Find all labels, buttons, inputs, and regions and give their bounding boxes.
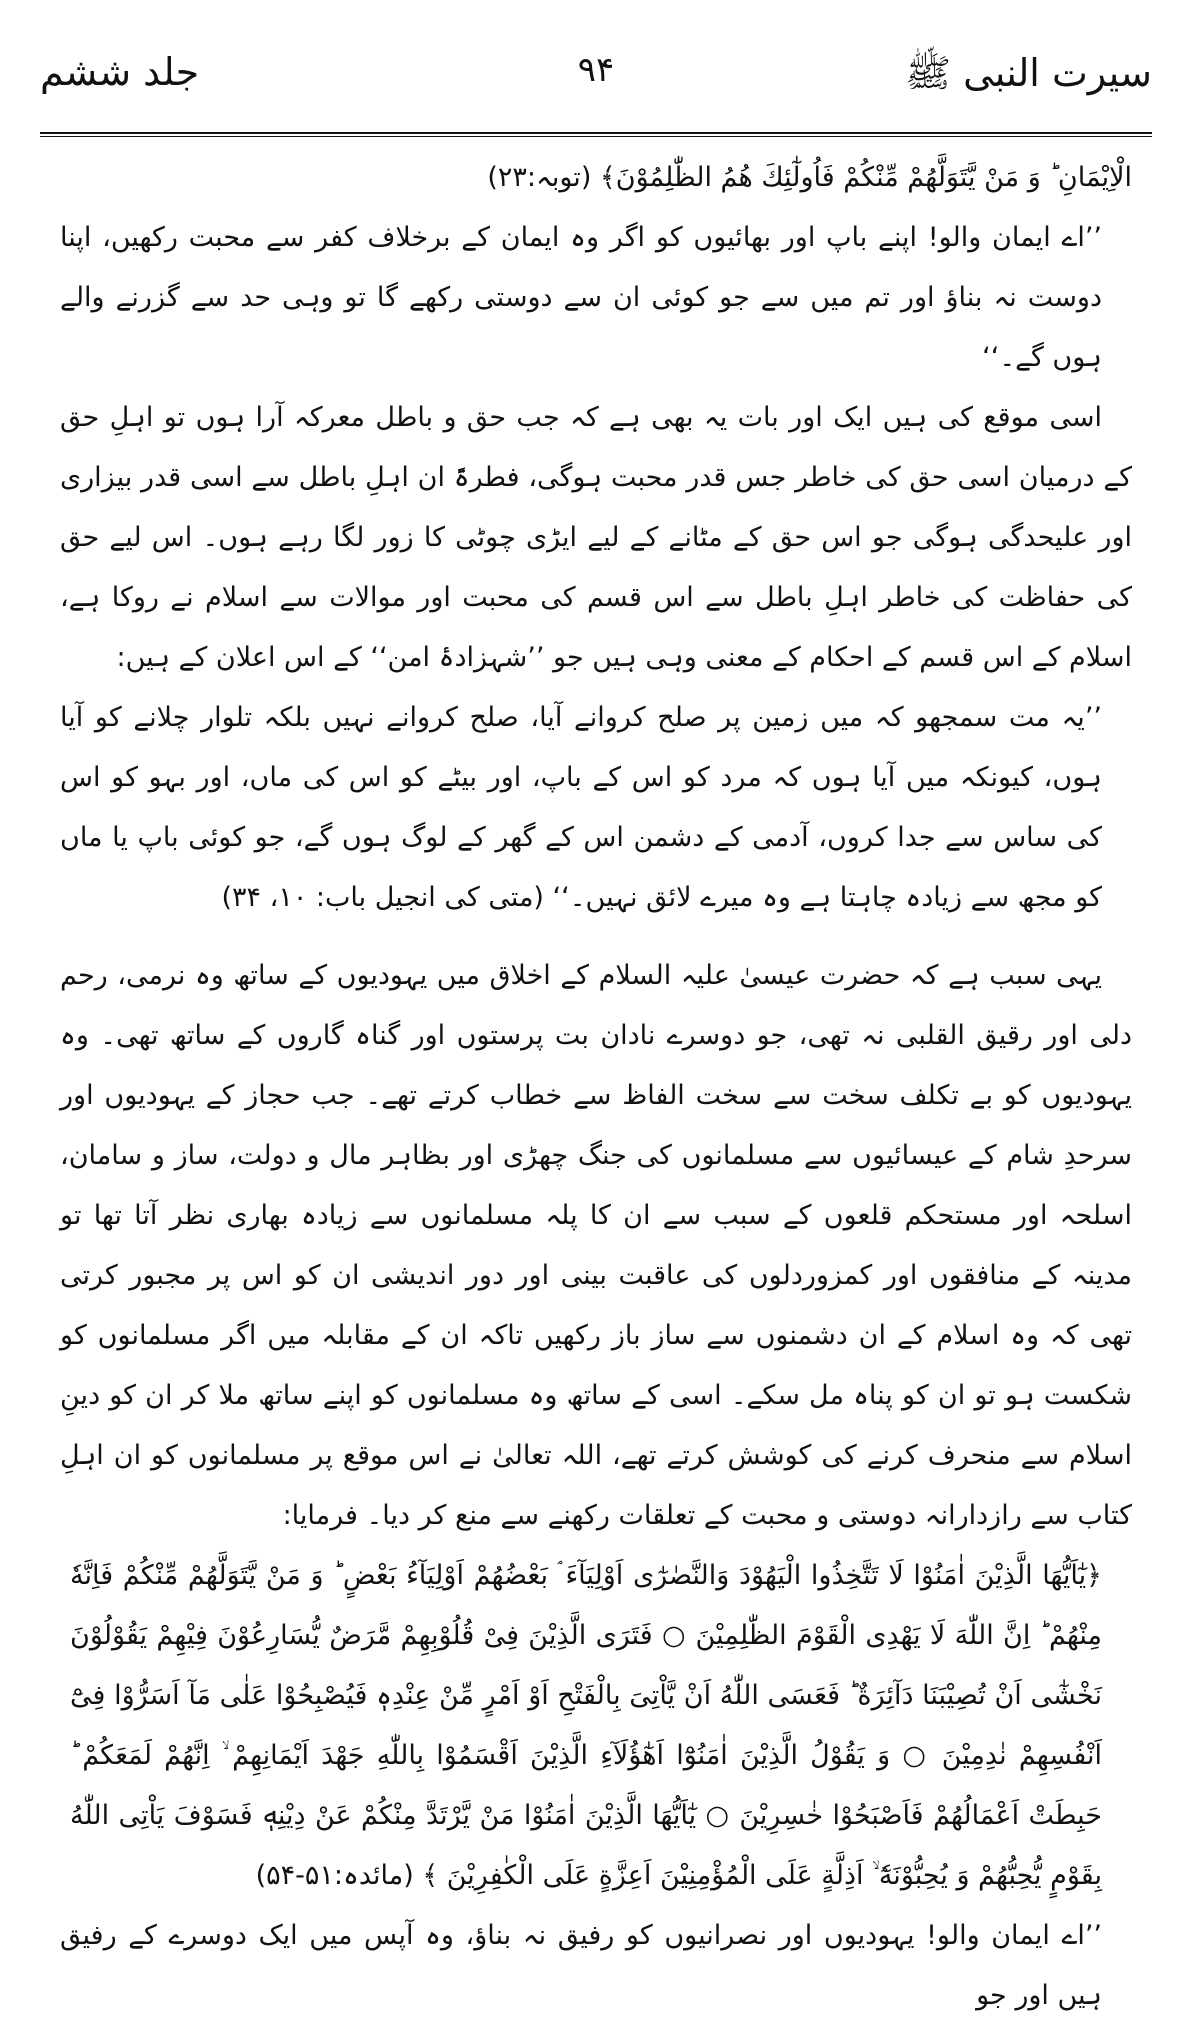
- verse-translation: ’’اے ایمان والو! اپنے باپ اور بھائیوں کو اگر وہ ایمان کے برخلاف کفر سے محبت رکھیں، اپنا دوست نہ بناؤ اور تم میں سے جو کوئی ان سے دوستی رکھے گا تو وہی حد سے گزرنے والے ہوں گے۔‘‘: [60, 222, 1102, 373]
- paragraph-gap: [60, 928, 1132, 946]
- header-rule-thin: [40, 136, 1152, 137]
- verse-ending-line: الْاِيْمَانِ ؕ وَ مَنْ يَّتَوَلَّهُمْ مِّنْكُمْ فَاُولٰٓئِكَ هُمُ الظّٰلِمُوْنَ﴾ (توبہ:۲۳): [487, 162, 1132, 193]
- page-number: ۹۴: [577, 50, 615, 90]
- gospel-quote: ’’یہ مت سمجھو کہ میں زمین پر صلح کروانے آیا، صلح کروانے نہیں بلکہ تلوار چلانے کو آیا ہوں، کیونکہ میں آیا ہوں کہ مرد کو اس کے باپ، اور بیٹے کو اس کی ماں، اور بہو کو اس کی ساس سے جدا کروں، آدمی کے دشمن اس کے گھر کے لوگ ہوں گے، جو کوئی باپ یا ماں کو مجھ سے زیادہ چاہتا ہے وہ میرے لائق نہیں۔‘‘ (متی کی انجیل باب: ۱۰، ۳۴): [60, 702, 1102, 913]
- volume-label: جلد ششم: [40, 50, 200, 94]
- header-rule: [40, 132, 1152, 134]
- page-body: [60, 148, 1132, 2011]
- verse-translation: ’’اے ایمان والو! یہودیوں اور نصرانیوں کو رفیق نہ بناؤ، وہ آپس میں ایک دوسرے کے رفیق ہیں اور جو: [60, 1920, 1102, 2011]
- quran-verse: ﴿يٰٓاَيُّهَا الَّذِيْنَ اٰمَنُوْا لَا تَتَّخِذُوا الْيَهُوْدَ وَالنَّصٰرٰٓى اَوْلِيَآءَ ۘ بَعْضُهُمْ اَوْلِيَآءُ بَعْضٍ ؕ وَ مَنْ يَّتَوَلَّهُمْ مِّنْكُمْ فَاِنَّهٗ مِنْهُمْ ؕ اِنَّ اللّٰهَ لَا يَهْدِى الْقَوْمَ الظّٰلِمِيْنَ ○ فَتَرَى الَّذِيْنَ فِىْ قُلُوْبِهِمْ مَّرَضٌ يُّسَارِعُوْنَ فِيْهِمْ يَقُوْلُوْنَ نَخْشٰٓى اَنْ تُصِيْبَنَا دَآئِرَةٌ ؕ فَعَسَى اللّٰهُ اَنْ يَّاْتِىَ بِالْفَتْحِ اَوْ اَمْرٍ مِّنْ عِنْدِهٖ فَيُصْبِحُوْا عَلٰى مَآ اَسَرُّوْا فِىْٓ اَنْفُسِهِمْ نٰدِمِيْنَ ○ وَ يَقُوْلُ الَّذِيْنَ اٰمَنُوْٓا اَهٰٓؤُلَآءِ الَّذِيْنَ اَقْسَمُوْا بِاللّٰهِ جَهْدَ اَيْمَانِهِمْ ۙ اِنَّهُمْ لَمَعَكُمْ ؕ حَبِطَتْ اَعْمَالُهُمْ فَاَصْبَحُوْا خٰسِرِيْنَ ○ يٰٓاَيُّهَا الَّذِيْنَ اٰمَنُوْا مَنْ يَّرْتَدَّ مِنْكُمْ عَنْ دِيْنِهٖ فَسَوْفَ يَاْتِى اللّٰهُ بِقَوْمٍ يُّحِبُّهُمْ وَ يُحِبُّوْنَهٗٓ ۙ اَذِلَّةٍ عَلَى الْمُؤْمِنِيْنَ اَعِزَّةٍ عَلَى الْكٰفِرِيْنَ ﴾ (مائدہ:۵۱-۵۴): [70, 1560, 1102, 1891]
- page-header: [40, 50, 1152, 120]
- book-title: سیرت النبی ﷺ: [905, 51, 1152, 95]
- body-paragraph: یہی سبب ہے کہ حضرت عیسیٰ علیہ السلام کے اخلاق میں یہودیوں کے ساتھ وہ نرمی، رحم دلی اور رقیق القلبی نہ تھی، جو دوسرے نادان بت پرستوں اور گناہ گاروں کے ساتھ تھی۔ وہ یہودیوں کو بے تکلف سخت سے سخت الفاظ سے خطاب کرتے تھے۔ جب حجاز کے یہودیوں اور سرحدِ شام کے عیسائیوں سے مسلمانوں کی جنگ چھڑی اور بظاہر مال و دولت، ساز و سامان، اسلحہ اور مستحکم قلعوں کے سبب سے ان کا پلہ مسلمانوں سے زیادہ بھاری نظر آتا تھا تو مدینہ کے منافقوں اور کمزوردلوں کی عاقبت بینی اور دور اندیشی ان کو اس پر مجبور کرتی تھی کہ وہ اسلام کے ان دشمنوں سے ساز باز رکھیں تاکہ ان کے مقابلہ میں اگر مسلمانوں کو شکست ہو تو ان کو پناہ مل سکے۔ اسی کے ساتھ وہ مسلمانوں کو اپنے ساتھ ملا کر ان کو دینِ اسلام سے منحرف کرنے کی کوشش کرتے تھے، اللہ تعالیٰ نے اس موقع پر مسلمانوں کو ان اہلِ کتاب سے رازدارانہ دوستی و محبت کے تعلقات رکھنے سے منع کر دیا۔ فرمایا:: [60, 960, 1132, 1531]
- body-paragraph: اسی موقع کی ہیں ایک اور بات یہ بھی ہے کہ جب حق و باطل معرکہ آرا ہوں تو اہلِ حق کے درمیان اسی حق کی خاطر جس قدر محبت ہوگی، فطرۃً ان اہلِ باطل سے اسی قدر بیزاری اور علیحدگی ہوگی جو اس حق کے مٹانے کے لیے ایڑی چوٹی کا زور لگا رہے ہوں۔ اس لیے حق کی حفاظت کی خاطر اہلِ باطل سے اس قسم کی محبت اور موالات سے اسلام نے روکا ہے، اسلام کے اس قسم کے احکام کے معنی وہی ہیں جو ’’شہزادۂ امن‘‘ کے اس اعلان کے ہیں:: [60, 402, 1132, 673]
